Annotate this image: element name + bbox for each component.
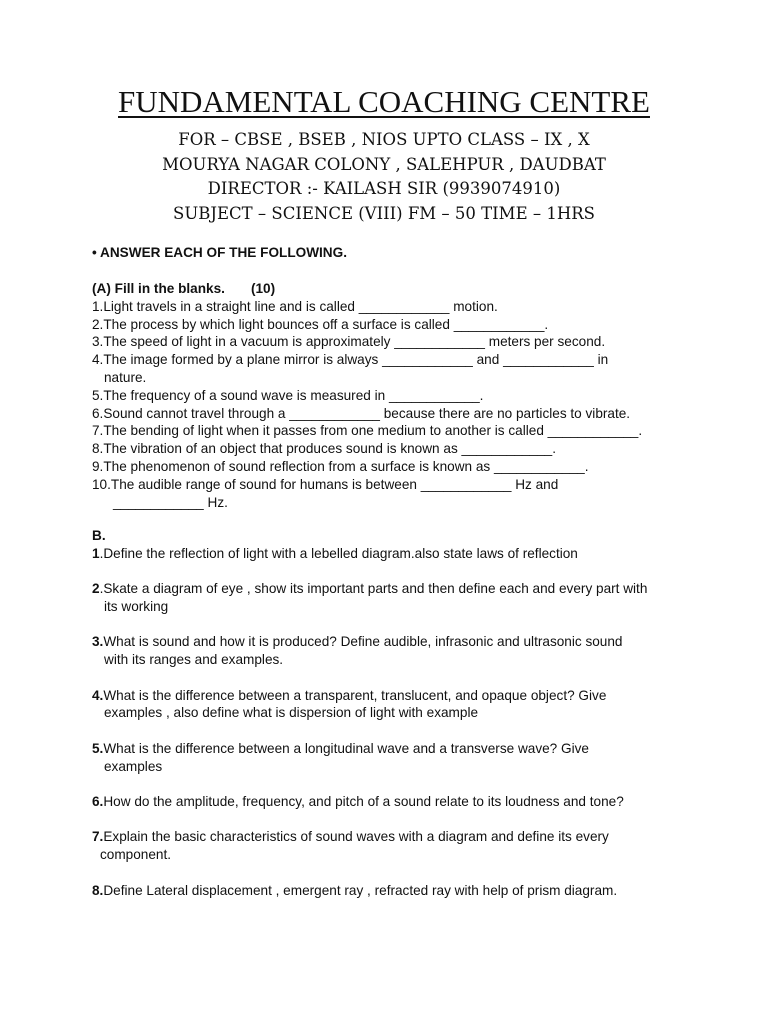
fill-question-5: 5.The frequency of a sound wave is measured in ____________. (92, 387, 484, 403)
question-text-continued: examples , also define what is dispersion of light with example (104, 705, 479, 721)
instruction-text: • ANSWER EACH OF THE FOLLOWING. (92, 245, 347, 260)
question-number: 5. (92, 740, 104, 756)
question-number: 2 (92, 581, 100, 597)
long-question-8 (92, 882, 692, 900)
question-number: 6. (92, 793, 104, 809)
long-question-4 (92, 687, 692, 723)
question-text-continued: its working (104, 598, 169, 614)
centre-title: FUNDAMENTAL COACHING CENTRE (118, 84, 650, 119)
fill-question-3: 3.The speed of light in a vacuum is approximately ____________ meters per second. (92, 334, 606, 350)
long-question-6 (92, 793, 692, 811)
question-text: How do the amplitude, frequency, and pitch of a sound relate to its loudness and tone? (103, 793, 624, 809)
long-question-5 (92, 740, 692, 776)
question-text: Explain the basic characteristics of sound waves with a diagram and define its every (103, 829, 609, 845)
fill-question-4: 4.The image formed by a plane mirror is always ____________ and ____________ in (92, 352, 609, 368)
question-text: What is the difference between a transparent, translucent, and opaque object? Give (103, 687, 607, 703)
fill-question-6: 6.Sound cannot travel through a ____________ because there are no particles to vibrate. (92, 405, 631, 421)
boards-classes-line: FOR – CBSE , BSEB , NIOS UPTO CLASS – IX , X (178, 130, 590, 149)
question-number: 4. (92, 687, 104, 703)
question-number: 7. (92, 829, 104, 845)
fill-question-9: 9.The phenomenon of sound reflection from a surface is known as ____________. (92, 458, 589, 474)
section-a-heading (92, 280, 692, 298)
long-question-7 (92, 828, 692, 864)
question-text-continued: examples (104, 758, 163, 774)
fill-question-1: 1.Light travels in a straight line and is called ____________ motion. (92, 298, 498, 314)
director-line: DIRECTOR :- KAILASH SIR (9939074910) (207, 179, 561, 198)
document-header (0, 84, 768, 226)
question-number: 1 (92, 545, 100, 561)
section-a-title: (A) Fill in the blanks. (92, 281, 225, 296)
question-text: What is the difference between a longitudinal wave and a transverse wave? Give (103, 740, 589, 756)
question-text-continued: component. (100, 847, 172, 863)
section-b (92, 527, 692, 917)
question-text: .Skate a diagram of eye , show its important parts and then define each and every part with (99, 581, 648, 597)
fill-question-7: 7.The bending of light when it passes from one medium to another is called ____________. (92, 423, 643, 439)
fill-question-10: 10.The audible range of sound for humans is between ____________ Hz and (92, 476, 559, 492)
section-a-marks: (10) (250, 281, 276, 296)
section-b-heading: B. (92, 528, 106, 543)
question-number: 3. (92, 634, 104, 650)
long-question-2 (92, 580, 692, 616)
question-number: 8. (92, 882, 104, 898)
fill-question-4-continued: nature. (104, 369, 147, 385)
long-question-1 (92, 545, 692, 563)
fill-question-2: 2.The process by which light bounces off a surface is called ____________. (92, 316, 549, 332)
address-line: MOURYA NAGAR COLONY , SALEHPUR , DAUDBAT (162, 154, 606, 174)
question-text-continued: with its ranges and examples. (104, 652, 284, 668)
long-question-3 (92, 633, 692, 669)
question-text: What is sound and how it is produced? Define audible, infrasonic and ultrasonic sound (103, 634, 623, 650)
question-text: Define Lateral displacement , emergent ray , refracted ray with help of prism diagram. (103, 882, 618, 898)
fill-question-10-continued: ____________ Hz. (113, 494, 228, 510)
fill-question-8: 8.The vibration of an object that produces sound is known as ____________. (92, 441, 557, 457)
subject-line: SUBJECT – SCIENCE (VIII) FM – 50 TIME – 1HRS (173, 203, 595, 223)
question-text: .Define the reflection of light with a lebelled diagram.also state laws of reflection (99, 545, 578, 561)
section-a (92, 280, 692, 511)
